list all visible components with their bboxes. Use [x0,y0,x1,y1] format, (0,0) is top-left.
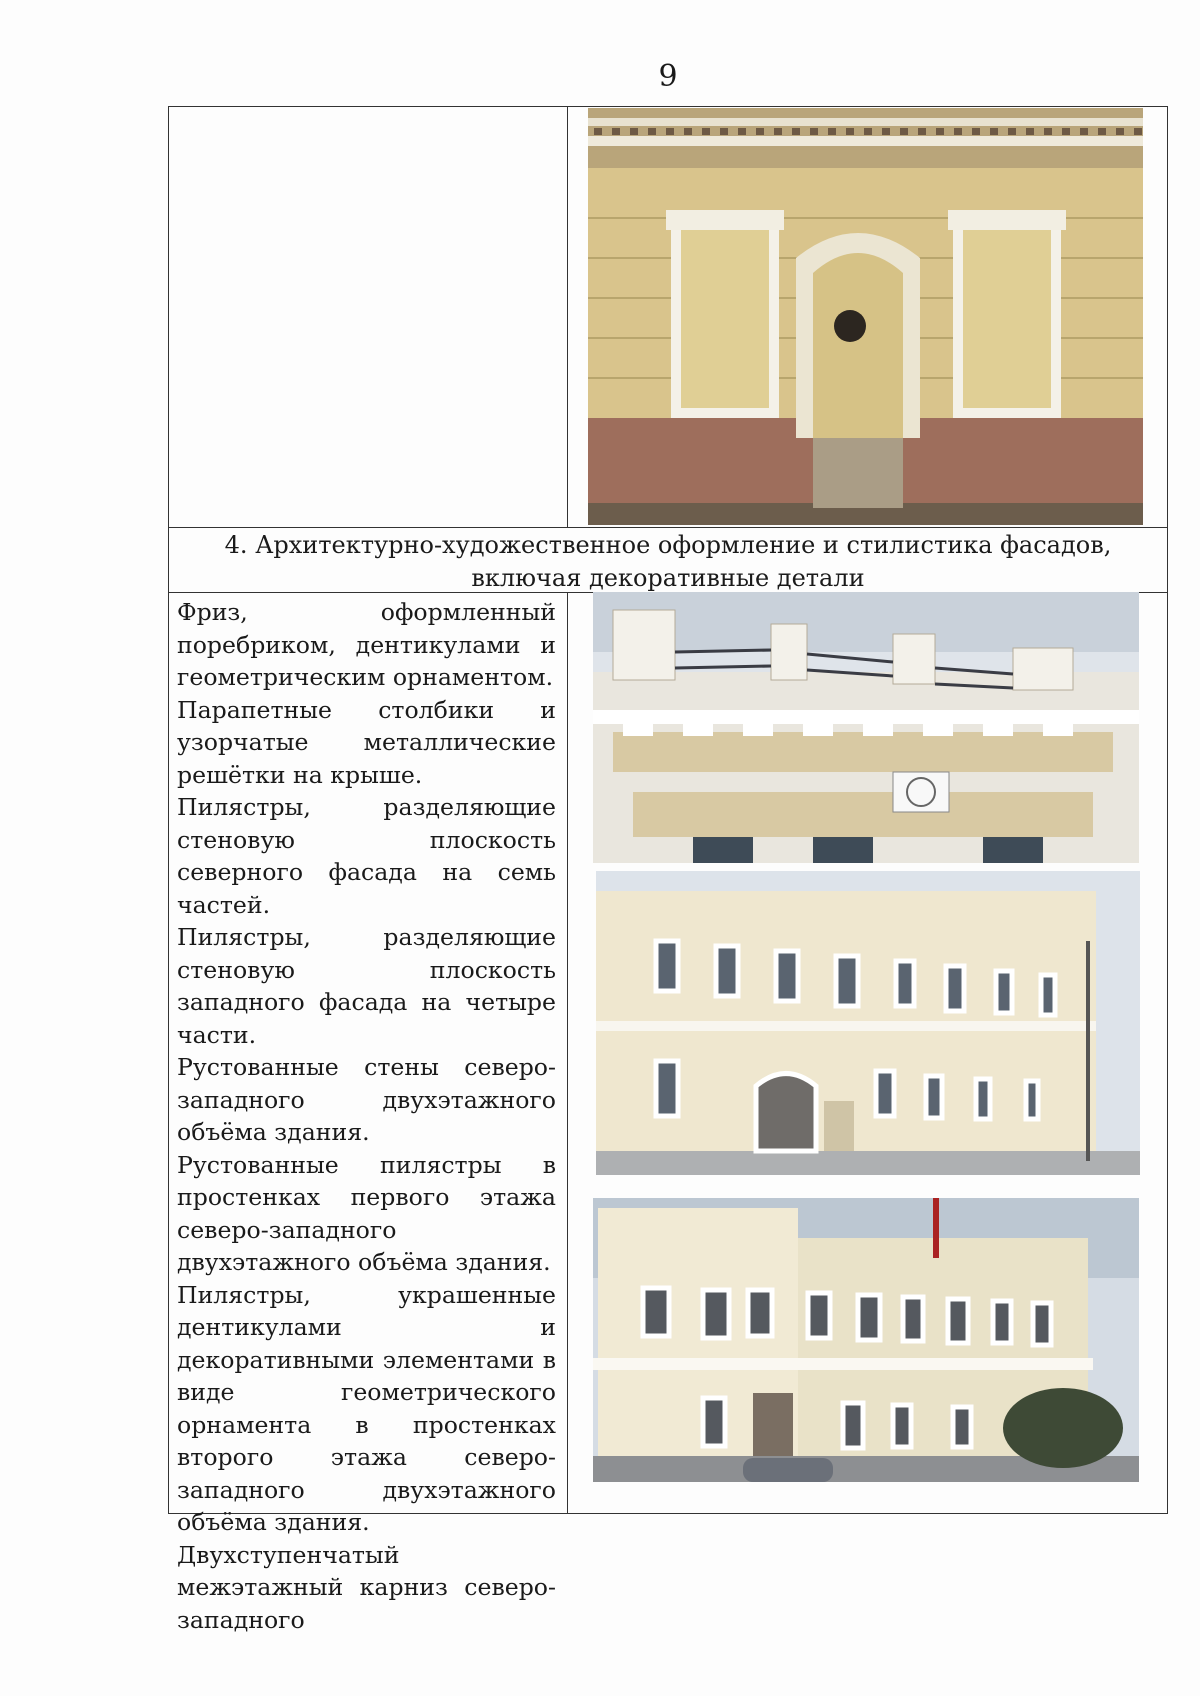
table-border-top [168,106,1168,107]
page-number: 9 [658,59,678,94]
photo-facade-northwest [593,1198,1139,1482]
table-border-left [168,106,169,1514]
section-number: 4. [224,531,248,559]
feature-item: Фриз, оформленный поребриком, дентикулами и геометрическим орнаментом. [177,598,556,691]
table-column-divider-top [567,106,568,527]
table-border-right [1167,106,1168,1514]
section-title-line1: Архитектурно-художественное оформление и стилистика фасадов, [255,531,1112,559]
feature-item: Пилястры, украшенные дентикулами и декоративными элементами в виде геометрического орнамента в простенках второго этажа северо-западного двухэтажного объёма здания. [177,1280,556,1536]
features-list [177,596,556,1636]
photo-facade-west [596,871,1140,1175]
photo-roof-parapet [593,592,1139,863]
feature-item: Пилястры, разделяющие стеновую плоскость северного фасада на семь частей. [177,793,556,919]
table-column-divider-bottom [567,592,568,1513]
feature-item: Двухступенчатый межэтажный карниз северо-западного [177,1540,556,1634]
feature-item: Пилястры, разделяющие стеновую плоскость западного фасада на четыре части. [177,923,556,1049]
feature-item: Рустованные пилястры в простенках первого этажа северо-западного двухэтажного объёма здания. [177,1150,556,1276]
feature-item: Парапетные столбики и узорчатые металлические решётки на крыше. [177,695,556,789]
section-title-line2: включая декоративные детали [471,564,865,592]
photo-facade-fragment-door [588,108,1143,525]
feature-item: Рустованные стены северо-западного двухэтажного объёма здания. [177,1053,556,1146]
section-title [168,529,1168,595]
table-row-divider-1 [168,527,1168,528]
